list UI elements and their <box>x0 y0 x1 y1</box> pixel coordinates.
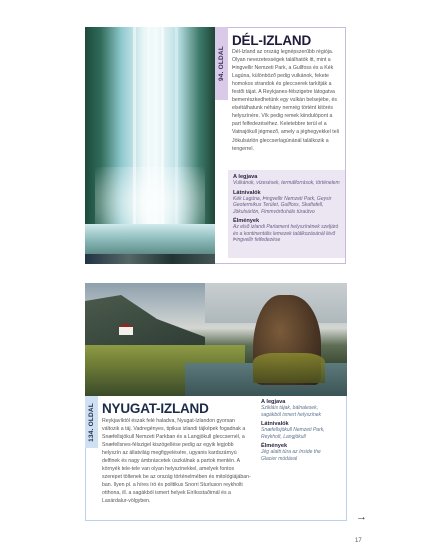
south-photo-waterfall <box>85 27 215 264</box>
west-title: NYUGAT-IZLAND <box>102 401 209 416</box>
west-highlight-heading: Látnivalók <box>261 421 289 427</box>
south-highlight-text: Vulkánok, vízesések, termálforrások, történelem <box>233 180 340 186</box>
south-highlight-heading: A legjava <box>233 174 258 180</box>
west-highlight-heading: Élmények <box>261 443 288 449</box>
west-highlight-text: Snæfellsjökull Nemzeti Park, Reykholt, Langjökull <box>261 427 325 440</box>
next-page-arrow-icon[interactable]: → <box>356 511 367 523</box>
west-photo-coast <box>85 283 347 396</box>
waterfall-rocks <box>85 254 215 264</box>
south-page-ref-wrap <box>215 27 228 100</box>
west-page-ref-wrap <box>85 396 98 448</box>
west-page-ref: 134. OLDAL <box>88 402 95 442</box>
mossy-rocks <box>253 353 325 383</box>
south-highlight-heading: Látnivalók <box>233 189 261 196</box>
west-highlight-text: Jég alatti túra az Inside the Glacier módával <box>261 449 321 462</box>
white-house <box>119 327 133 335</box>
west-body: Reykjavíktól észak felé haladva, Nyugat-Izlandon gyorsan változik a táj. Vadregényes, tipikus izlandi tájképek fogadnak a Snæfellsjökull Nemzeti Parkban és a Langjökull gleccsernél, a Snæfellsnes-félszigel kiszögellése pedig az egyik legjobb helyszín az állatvilág megfigyelésére, ugyanis kardszárnyú delfinek és nagy ámbráscetek úszkálnak a partok mentén. A környék tele-tele van olyan helyszínekkel, amelyek fontos szerepet töltenek be az ország történelmében és mitológiájábanban. Ilyen pl. a híres író és politikus Snorri Sturluson reykholti otthona, ill. a sagákból ismert helyek Eiríksstaðirnál és a Laxárdalur-völgyben. <box>102 418 251 504</box>
west-highlights <box>261 399 337 491</box>
south-highlight-text: Kék Lagúna, Þingvellir Nemzeti Park, Geysir Geotermikus Terület, Gullfoss, Skaftafell, Jökulsárlón, Fimmvörðuháls túraútvo <box>233 195 332 215</box>
south-highlights <box>228 170 345 258</box>
south-body: Dél-Izland az ország legnépszerűbb régiója. Olyan nevezetességek találhatók itt, mint a Þingvellir Nemzeti Park, a Gullfoss és a Kék Lagúna, különböző pedig vulkánok, fekete homokos strandok és gleccserek tarkítják a festői tájat. A Reykjanes-félszigetre látogatva bemerészkedhetünk egy vulkán belsejébe, és elsétálhatunk néhány nemrég történt kitörés helyszínére. Vík pedig remek kiindulópont a part felfedezéséhez. Keletebbre terül el a Vatnajökull jégmező, amely a jéghegyekkel teli Jökulsárlón gleccserlagúnánál találkozik a tengerrel. <box>232 49 339 152</box>
south-highlight-heading: Élmények <box>233 218 260 224</box>
south-highlight-text: Az első izlandi Parlament helyszínének szeljáró és a kontinentális lemezek találkozásánál lévő Þingvellir felfedezése <box>233 224 339 243</box>
south-title: DÉL-IZLAND <box>232 33 311 48</box>
west-highlight-heading: A legjava <box>261 399 286 405</box>
west-highlight-text: Szikláis tájak, bálnalesek, sagákból ismert helyszínek <box>261 405 322 418</box>
south-page-ref: 94. OLDAL <box>218 45 225 82</box>
page-number: 17 <box>355 538 362 544</box>
